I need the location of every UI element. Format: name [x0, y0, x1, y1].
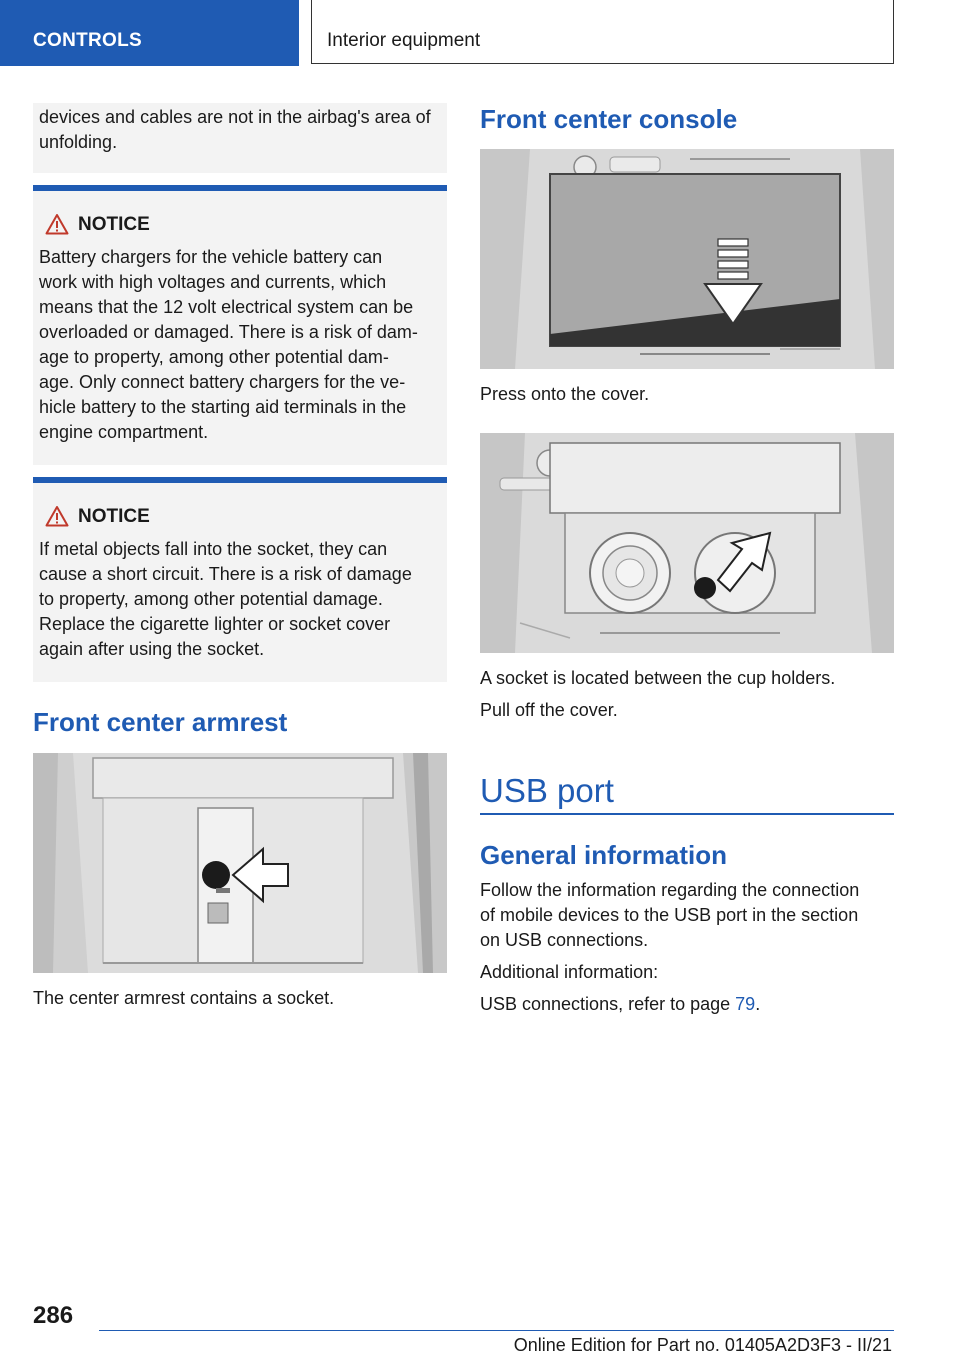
- notice-line: engine compartment.: [39, 422, 209, 442]
- console-cupholder-image: [480, 433, 894, 653]
- additional-info-label: Additional information:: [480, 962, 659, 982]
- notice-text-socket: [39, 537, 449, 662]
- console-caption-pull: Pull off the cover.: [480, 700, 618, 720]
- console-caption-socket: A socket is located between the cup holders.: [480, 668, 836, 688]
- warning-triangle-icon: [45, 505, 69, 527]
- page-reference-link[interactable]: 79: [735, 994, 756, 1014]
- console-caption-press: Press onto the cover.: [480, 384, 650, 404]
- console-cover-illustration: [480, 149, 894, 369]
- airbag-note-box: [33, 103, 447, 173]
- notice-line: age. Only connect battery chargers for the ve-: [39, 372, 406, 392]
- notice-line: If metal objects fall into the socket, they can: [39, 539, 388, 559]
- console-cover-image: [480, 149, 894, 369]
- notice-title: NOTICE: [78, 214, 150, 235]
- general-info-line: of mobile devices to the USB port in the section: [480, 905, 859, 925]
- warning-triangle-icon: [45, 213, 69, 235]
- notice-text-battery: [39, 245, 449, 445]
- general-info-heading: General information: [480, 840, 728, 870]
- header-section-tab: [0, 0, 299, 66]
- notice-box-socket: [33, 477, 447, 682]
- notice-line: overloaded or damaged. There is a risk of dam-: [39, 322, 418, 342]
- airbag-note-text: devices and cables are not in the airbag's area of unfolding.: [39, 107, 431, 152]
- footer-edition: Online Edition for Part no. 01405A2D3F3 - II/21: [513, 1335, 892, 1355]
- header-chapter-label: Interior equipment: [327, 30, 481, 51]
- footer-rule: [99, 1330, 894, 1331]
- armrest-heading: Front center armrest: [33, 707, 288, 737]
- console-cupholder-illustration: [480, 433, 894, 653]
- notice-line: to property, among other potential damage.: [39, 589, 383, 609]
- armrest-caption: The center armrest contains a socket.: [33, 988, 335, 1008]
- notice-line: again after using the socket.: [39, 639, 265, 659]
- notice-line: Battery chargers for the vehicle battery can: [39, 247, 383, 267]
- general-info-line: on USB connections.: [480, 930, 649, 950]
- notice-line: hicle battery to the starting aid terminals in the: [39, 397, 407, 417]
- usb-heading-rule: [480, 813, 894, 815]
- header-chapter-box: [311, 0, 894, 64]
- notice-line: means that the 12 volt electrical system can be: [39, 297, 414, 317]
- console-heading: Front center console: [480, 104, 738, 134]
- usb-reference: [480, 992, 760, 1017]
- general-info-line: Follow the information regarding the connection: [480, 880, 860, 900]
- notice-box-battery: [33, 185, 447, 465]
- usb-reference-suffix: .: [755, 994, 761, 1014]
- notice-accent-bar: [33, 477, 447, 483]
- notice-line: Replace the cigarette lighter or socket cover: [39, 614, 391, 634]
- general-info-text: [480, 878, 894, 953]
- notice-line: cause a short circuit. There is a risk of damage: [39, 564, 412, 584]
- page-number: 286: [33, 1302, 74, 1329]
- usb-port-heading: USB port: [480, 772, 614, 809]
- notice-title: NOTICE: [78, 506, 150, 527]
- armrest-socket-image: [33, 753, 447, 973]
- usb-reference-text: USB connections, refer to page: [480, 994, 736, 1014]
- armrest-illustration: [33, 753, 447, 973]
- notice-line: age to property, among other potential dam-: [39, 347, 389, 367]
- notice-accent-bar: [33, 185, 447, 191]
- header-section-label: CONTROLS: [33, 30, 143, 51]
- notice-line: work with high voltages and currents, which: [39, 272, 387, 292]
